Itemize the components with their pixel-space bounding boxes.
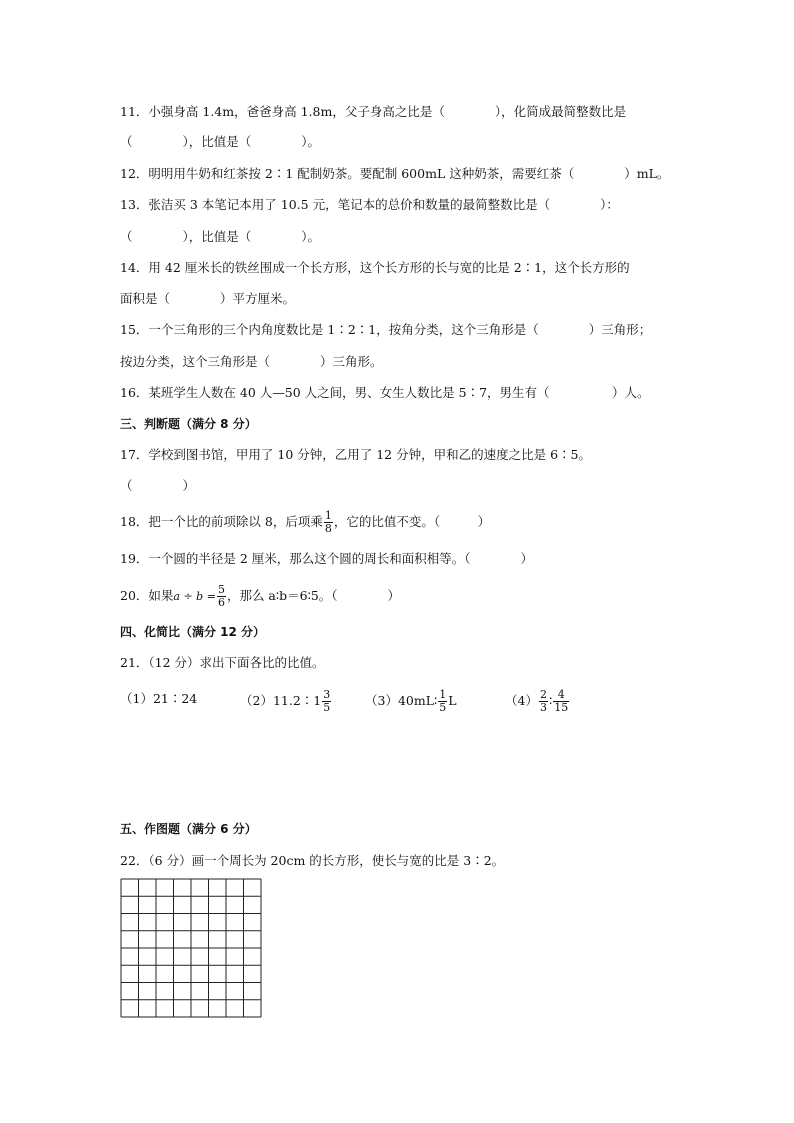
- part-3-text: （3）40mL∶: [365, 693, 438, 708]
- question-14-line-1: 14．用 42 厘米长的铁丝围成一个长方形，这个长方形的长与宽的比是 2∶1，这个长方形的: [120, 260, 630, 275]
- section-5-heading: 五、作图题（满分 6 分）: [120, 822, 257, 836]
- fraction-one-eighth: [324, 510, 333, 535]
- section-3-heading: 三、判断题（满分 8 分）: [120, 417, 257, 431]
- drawing-grid: [120, 878, 262, 1018]
- question-20-text-start: 20．如果: [120, 588, 174, 603]
- part-3-unit: L: [448, 693, 457, 708]
- ratio-colon: ∶: [548, 693, 553, 708]
- question-18: [120, 510, 490, 535]
- fraction-denominator: 3: [539, 701, 547, 714]
- question-21-part-2: [240, 689, 332, 714]
- question-17-line-1: 17．学校到图书馆，甲用了 10 分钟，乙用了 12 分钟，甲和乙的速度之比是 6∶5。: [120, 447, 591, 462]
- fraction-numerator: 5: [217, 583, 225, 596]
- question-17-line-2: （ ）: [120, 478, 196, 493]
- question-21-title: 21．（12 分）求出下面各比的比值。: [120, 655, 325, 670]
- question-11-line-2: （ ），比值是（ ）。: [120, 134, 321, 149]
- fraction-denominator: 8: [324, 522, 332, 535]
- question-21-part-3: [365, 689, 457, 714]
- part-4-label: （4）: [505, 693, 538, 708]
- part-2-text: （2）11.2∶1: [240, 693, 322, 708]
- question-20: [120, 584, 400, 609]
- fraction-numerator: 4: [557, 688, 565, 701]
- fraction-three-fifths: [322, 689, 331, 714]
- fraction-denominator: 15: [554, 701, 569, 714]
- fraction-numerator: 3: [323, 688, 331, 701]
- fraction-numerator: 1: [439, 688, 447, 701]
- fraction-denominator: 5: [439, 701, 447, 714]
- question-15-line-2: 按边分类，这个三角形是（ ）三角形。: [120, 354, 383, 369]
- question-14-line-2: 面积是（ ）平方厘米。: [120, 291, 296, 306]
- fraction-one-fifth: [438, 689, 447, 714]
- fraction-denominator: 6: [217, 596, 225, 609]
- question-16: 16．某班学生人数在 40 人—50 人之间，男、女生人数比是 5∶7，男生有（ ）人。: [120, 385, 650, 400]
- fraction-numerator: 2: [539, 688, 547, 701]
- fraction-five-sixths: [217, 584, 226, 609]
- question-18-text-end: ，它的比值不变。（ ）: [333, 514, 491, 529]
- question-19: 19．一个圆的半径是 2 厘米，那么这个圆的周长和面积相等。（ ）: [120, 551, 534, 566]
- section-4-heading: 四、化简比（满分 12 分）: [120, 625, 266, 639]
- fraction-denominator: 5: [323, 701, 331, 714]
- question-21-part-4: [505, 689, 570, 714]
- question-21-part-1: （1）21∶24: [120, 691, 198, 706]
- fraction-numerator: 1: [324, 509, 332, 522]
- question-20-text-end: ，那么 a∶b＝6∶5。（ ）: [226, 588, 401, 603]
- fraction-two-thirds: [539, 689, 548, 714]
- question-13-line-2: （ ），比值是（ ）。: [120, 229, 321, 244]
- question-13-line-1: 13．张洁买 3 本笔记本用了 10.5 元，笔记本的总价和数量的最简整数比是（ ）：: [120, 197, 619, 212]
- division-expression: a ÷ b =: [173, 590, 216, 603]
- question-11-line-1: 11．小强身高 1.4m，爸爸身高 1.8m，父子身高之比是（ ），化简成最简整数比是: [120, 104, 627, 119]
- fraction-four-fifteenths: [553, 689, 569, 714]
- question-18-text-start: 18．把一个比的前项除以 8，后项乘: [120, 514, 323, 529]
- question-15-line-1: 15．一个三角形的三个内角度数比是 1∶2∶1，按角分类，这个三角形是（ ）三角形；: [120, 322, 652, 337]
- question-12: 12．明明用牛奶和红茶按 2∶1 配制奶茶。要配制 600mL 这种奶茶，需要红茶（ ）mL。: [120, 166, 670, 181]
- question-22: 22．（6 分）画一个周长为 20cm 的长方形，使长与宽的比是 3∶2。: [120, 853, 505, 868]
